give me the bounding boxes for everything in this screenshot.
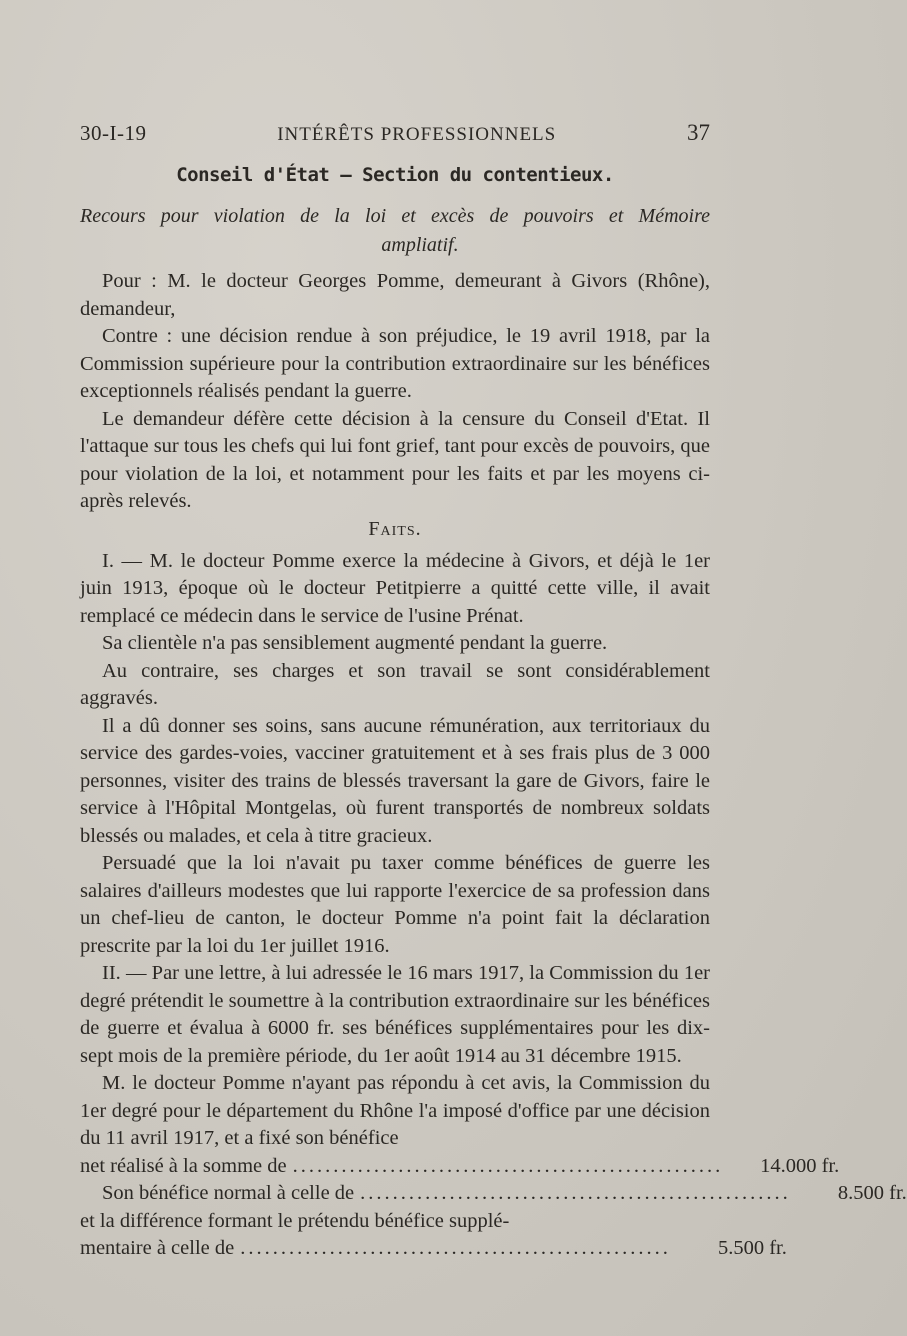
subtitle-line-1: Recours pour violation de la loi et excès de pouvoirs et Mémoire — [80, 205, 710, 227]
ledger-label: net réalisé à la somme de — [80, 1154, 287, 1177]
running-header — [80, 120, 710, 154]
paragraph-demandeur: Le demandeur défère cette décision à la censure du Conseil d'Etat. Il l'attaque sur tous les chefs qui lui font grief, tant pour excès de pouvoirs, que pour violation de la loi, et notamment pour les faits et par les moyens ci-après relevés. — [80, 407, 710, 512]
ledger-label: Son bénéfice normal à celle de — [102, 1182, 355, 1204]
paragraph-contre: Contre : une décision rendue à son préjudice, le 19 avril 1918, par la Commission supérieure pour la contribution extraordinaire sur les bénéfices exceptionnels réalisés pendant la guerre. — [80, 325, 710, 402]
header-title: INTÉRÊTS PROFESSIONNELS — [277, 124, 557, 145]
paragraph-faits-3: Au contraire, ses charges et son travail se sont considérablement aggravés. — [80, 659, 710, 709]
subtitle — [80, 202, 710, 260]
document-page — [80, 120, 907, 1263]
ledger-amount: 5.500 fr. — [717, 1237, 787, 1259]
leader-dots: ..................................................... — [292, 1154, 724, 1177]
ledger-amount: 14.000 fr. — [760, 1154, 840, 1177]
ledger-amount: 8.500 fr. — [837, 1182, 907, 1204]
leader-dots: ..................................................... — [240, 1237, 671, 1259]
ledger-continuation: et la différence formant le prétendu bénéfice supplé- — [80, 1209, 510, 1232]
paragraph-faits-1: I. — M. le docteur Pomme exerce la médecine à Givors, et déjà le 1er juin 1913, époque où le docteur Petitpierre a quitté cette ville, il avait remplacé ce médecin dans le service de l'usine Prénat. — [80, 549, 710, 627]
ledger-row-normal — [80, 1180, 907, 1208]
header-date: 30-I-19 — [80, 121, 147, 145]
ledger-row-supplementaire — [80, 1235, 787, 1263]
ledger-row-net — [80, 1153, 840, 1181]
paragraph-faits-6: II. — Par une lettre, à lui adressée le 16 mars 1917, la Commission du 1er degré prétendit le soumettre à la contribution extraordinaire sur les bénéfices de guerre et évalua à 6000 fr. ses bénéfices supplémentaires pour les dix-sept mois de la première période, du 1er août 1914 au 31 décembre 1915. — [80, 962, 710, 1067]
ledger-label: mentaire à celle de — [80, 1237, 235, 1259]
page-number: 37 — [686, 120, 710, 145]
leader-dots: ..................................................... — [360, 1182, 791, 1204]
faits-heading: Faits. — [368, 517, 422, 540]
paragraph-faits-4: Il a dû donner ses soins, sans aucune rémunération, aux territoriaux du service des gardes-voies, vacciner gratuitement et à ses frais plus de 3 000 personnes, visiter des trains de blessés traversant la gare de Givors, faire le service à l'Hôpital Montgelas, où furent transportés de nombreux soldats blessés ou malades, et cela à titre gracieux. — [80, 714, 710, 847]
paragraph-pour: Pour : M. le docteur Georges Pomme, demeurant à Givors (Rhône), demandeur, — [80, 270, 710, 320]
paragraph-faits-7: M. le docteur Pomme n'ayant pas répondu à cet avis, la Commission du 1er degré pour le département du Rhône l'a imposé d'office par une décision du 11 avril 1917, et a fixé son bénéfice — [80, 1072, 710, 1149]
paragraph-faits-5: Persuadé que la loi n'avait pu taxer comme bénéfices de guerre les salaires d'ailleurs modestes que lui rapporte l'exercice de sa profession dans un chef-lieu de canton, le docteur Pomme n'a point fait la déclaration prescrite par la loi du 1er juillet 1916. — [80, 852, 710, 957]
paragraph-faits-2: Sa clientèle n'a pas sensiblement augmenté pendant la guerre. — [102, 632, 608, 654]
subtitle-line-2: ampliatif. — [381, 234, 459, 256]
section-title: Conseil d'État — Section du contentieux. — [176, 164, 614, 186]
